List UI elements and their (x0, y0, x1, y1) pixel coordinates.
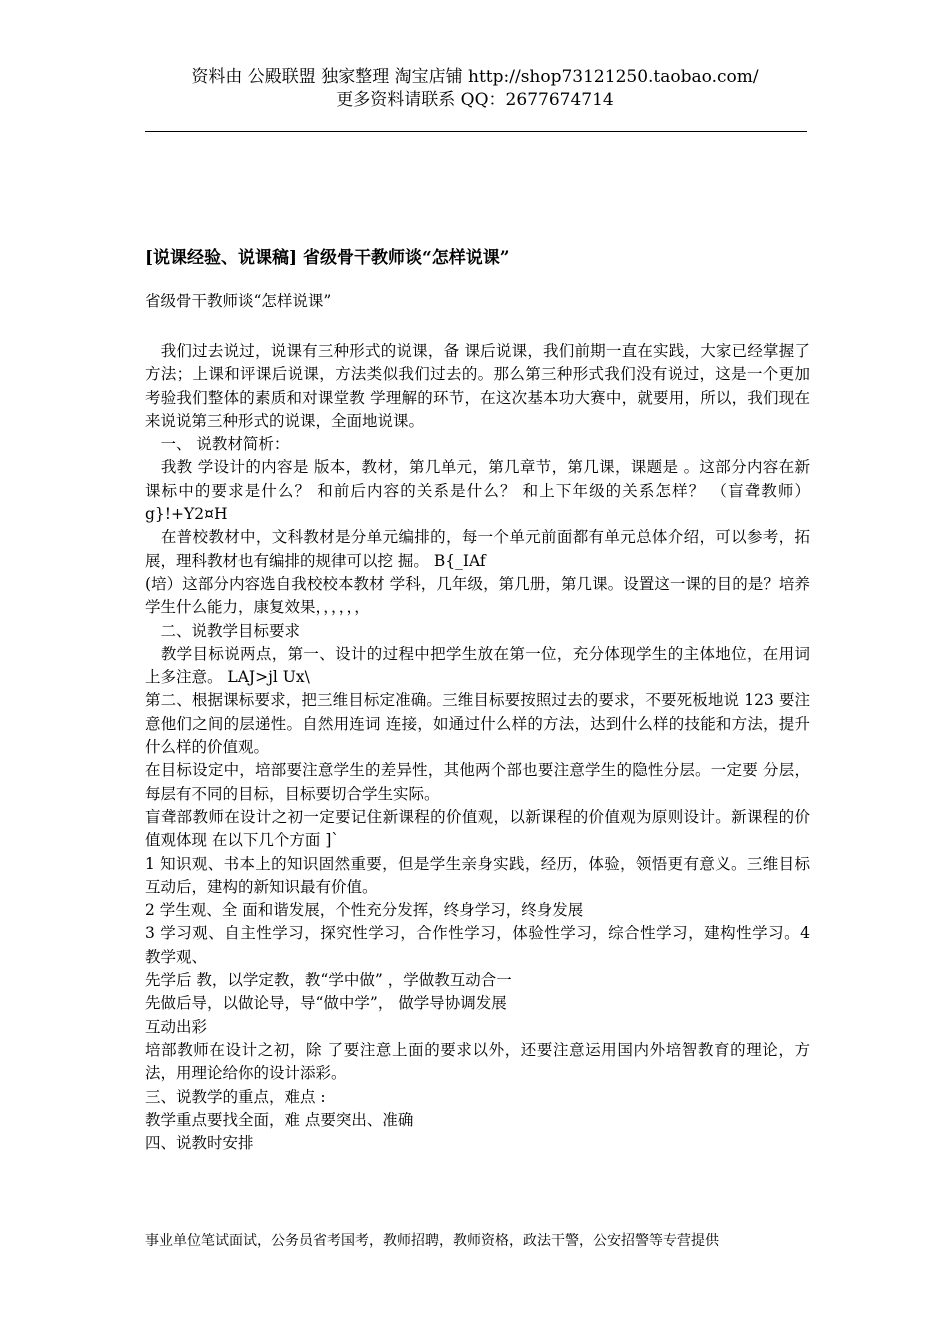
body-paragraph: 教学重点要找全面，难 点要突出、准确 (145, 1110, 414, 1129)
document-body (145, 340, 810, 1155)
document-subtitle: 省级骨干教师谈“怎样说课” (145, 292, 332, 310)
body-paragraph: (培）这部分内容选自我校校本教材 学科，几年级，第几册，第几课。设置这一课的目的是？培养学生什么能力，康复效果，，，，，， (145, 574, 810, 617)
body-paragraph: 培部教师在设计之初，除 了要注意上面的要求以外，还要注意运用国内外培智教育的理论，方法，用理论给你的设计添彩。 (145, 1040, 810, 1083)
body-paragraph: 2 学生观、全 面和谐发展，个性充分发挥，终身学习，终身发展 (145, 901, 584, 920)
section-heading: 二、说教学目标要求 (145, 621, 301, 640)
page-header (0, 66, 950, 112)
body-paragraph: 先学后 教，以学定教，教“学中做” ，学做教互动合一 (145, 971, 512, 990)
body-paragraph: 我教 学设计的内容是 版本，教材，第几单元，第几章节，第几课，课题是 。这部分内容在新课标中的要求是什么？ 和前后内容的关系是什么？ 和上下年级的关系怎样？ （盲聋教师） g}!+Y2¤H (145, 458, 810, 524)
body-paragraph: 互动出彩 (145, 1017, 208, 1036)
body-paragraph: 第二、根据课标要求，把三维目标定准确。三维目标要按照过去的要求，不要死板地说 123 要注意他们之间的层递性。自然用连词 连接，如通过什么样的方法，达到什么样的技能和方法，提升什么样的价值观。 (145, 691, 810, 757)
body-paragraph: 1 知识观、书本上的知识固然重要，但是学生亲身实践，经历，体验，领悟更有意义。三维目标互动后，建构的新知识最有价值。 (145, 854, 810, 896)
body-paragraph: 3 学习观、自主性学习，探究性学习，合作性学习，体验性学习，综合性学习，建构性学习。4 教学观、 (145, 924, 810, 966)
header-divider (145, 131, 807, 132)
body-paragraph: 在普校教材中，文科教材是分单元编排的，每一个单元前面都有单元总体介绍，可以参考，拓展，理科教材也有编排的规律可以挖 掘。 B{_IAf (145, 528, 810, 570)
header-line-2: 更多资料请联系 QQ：2677674714 (336, 90, 614, 110)
body-paragraph: 先做后导，以做论导，导“做中学”， 做学导协调发展 (145, 994, 507, 1013)
section-heading: 三、说教学的重点，难点 : (145, 1087, 326, 1106)
section-heading: 一、 说教材简析： (145, 435, 290, 454)
header-line-1: 资料由 公殿联盟 独家整理 淘宝店铺 http://shop73121250.taobao.com/ (191, 67, 759, 87)
body-paragraph: 我们过去说过，说课有三种形式的说课，备 课后说课，我们前期一直在实践，大家已经掌握了方法；上课和评课后说课，方法类似我们过去的。那么第三种形式我们没有说过，这是一个更加考验我们整体的素质和对课堂教 学理解的环节，在这次基本功大赛中，就要用，所以，我们现在来说说第三种形式的说课，全面地说课。 (145, 342, 810, 430)
section-heading: 四、说教时安排 (145, 1134, 254, 1153)
page-footer: 事业单位笔试面试，公务员省考国考，教师招聘，教师资格，政法干警，公安招警等专营提供 (145, 1233, 719, 1249)
body-paragraph: 在目标设定中，培部要注意学生的差异性，其他两个部也要注意学生的隐性分层。一定要 分层，每层有不同的目标，目标要切合学生实际。 (145, 761, 810, 803)
body-paragraph: 教学目标说两点，第一、设计的过程中把学生放在第一位，充分体现学生的主体地位，在用词 上多注意。 LAJ>jl Ux\ (145, 644, 810, 687)
document-title: [说课经验、说课稿] 省级骨干教师谈“怎样说课” (145, 248, 510, 268)
body-paragraph: 盲聋部教师在设计之初一定要记住新课程的价值观，以新课程的价值观为原则设计。新课程的价值观体现 在以下几个方面 ]` (145, 807, 810, 850)
